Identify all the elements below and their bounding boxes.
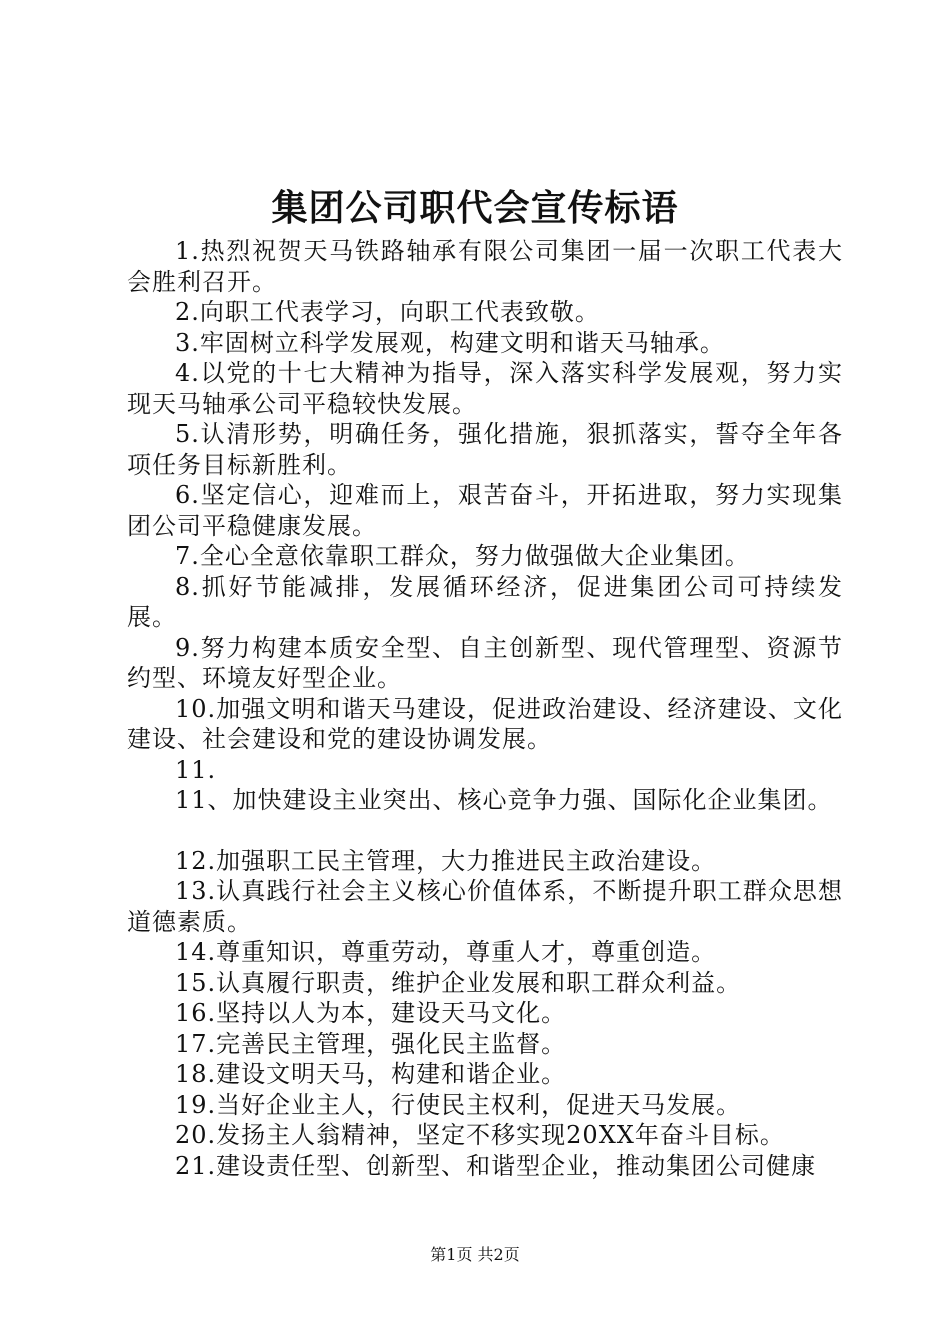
list-item: 7.全心全意依靠职工群众，努力做强做大企业集团。 (175, 542, 750, 570)
list-item: 6.坚定信心，迎难而上，艰苦奋斗，开拓进取，努力实现集团公司平稳健康发展。 (127, 481, 843, 540)
list-item: 4.以党的十七大精神为指导，深入落实科学发展观，努力实现天马轴承公司平稳较快发展。 (127, 359, 843, 418)
page-footer: 第1页 共2页 (430, 1245, 520, 1264)
document-body (127, 236, 843, 1181)
list-item: 15.认真履行职责，维护企业发展和职工群众利益。 (175, 968, 742, 997)
list-item: 12.加强职工民主管理，大力推进民主政治建设。 (175, 846, 717, 875)
list-item: 1.热烈祝贺天马铁路轴承有限公司集团一届一次职工代表大会胜利召开。 (127, 237, 843, 296)
page-title: 集团公司职代会宣传标语 (271, 187, 679, 229)
list-item: 18.建设文明天马，构建和谐企业。 (175, 1060, 567, 1088)
list-item: 16.坚持以人为本，建设天马文化。 (175, 999, 567, 1027)
list-item: 8.抓好节能减排，发展循环经济，促进集团公司可持续发展。 (127, 572, 843, 631)
list-item: 21.建设责任型、创新型、和谐型企业，推动集团公司健康 (175, 1151, 817, 1180)
list-item: 11. (175, 755, 217, 784)
list-item: 17.完善民主管理，强化民主监督。 (175, 1029, 567, 1058)
list-item: 10.加强文明和谐天马建设，促进政治建设、经济建设、文化建设、社会建设和党的建设协调发展。 (127, 694, 843, 753)
list-item: 19.当好企业主人，行使民主权利，促进天马发展。 (175, 1090, 742, 1119)
list-item: 14.尊重知识，尊重劳动，尊重人才，尊重创造。 (175, 938, 717, 966)
list-item: 13.认真践行社会主义核心价值体系，不断提升职工群众思想道德素质。 (127, 877, 843, 936)
list-item: 5.认清形势，明确任务，强化措施，狠抓落实，誓夺全年各项任务目标新胜利。 (127, 420, 843, 479)
list-item: 3.牢固树立科学发展观，构建文明和谐天马轴承。 (175, 328, 725, 357)
list-item: 11、加快建设主业突出、核心竞争力强、国际化企业集团。 (175, 786, 833, 814)
list-item: 9.努力构建本质安全型、自主创新型、现代管理型、资源节约型、环境友好型企业。 (127, 633, 843, 692)
list-item: 20.发扬主人翁精神，坚定不移实现20XX年奋斗目标。 (175, 1121, 785, 1149)
list-item: 2.向职工代表学习，向职工代表致敬。 (175, 298, 600, 326)
